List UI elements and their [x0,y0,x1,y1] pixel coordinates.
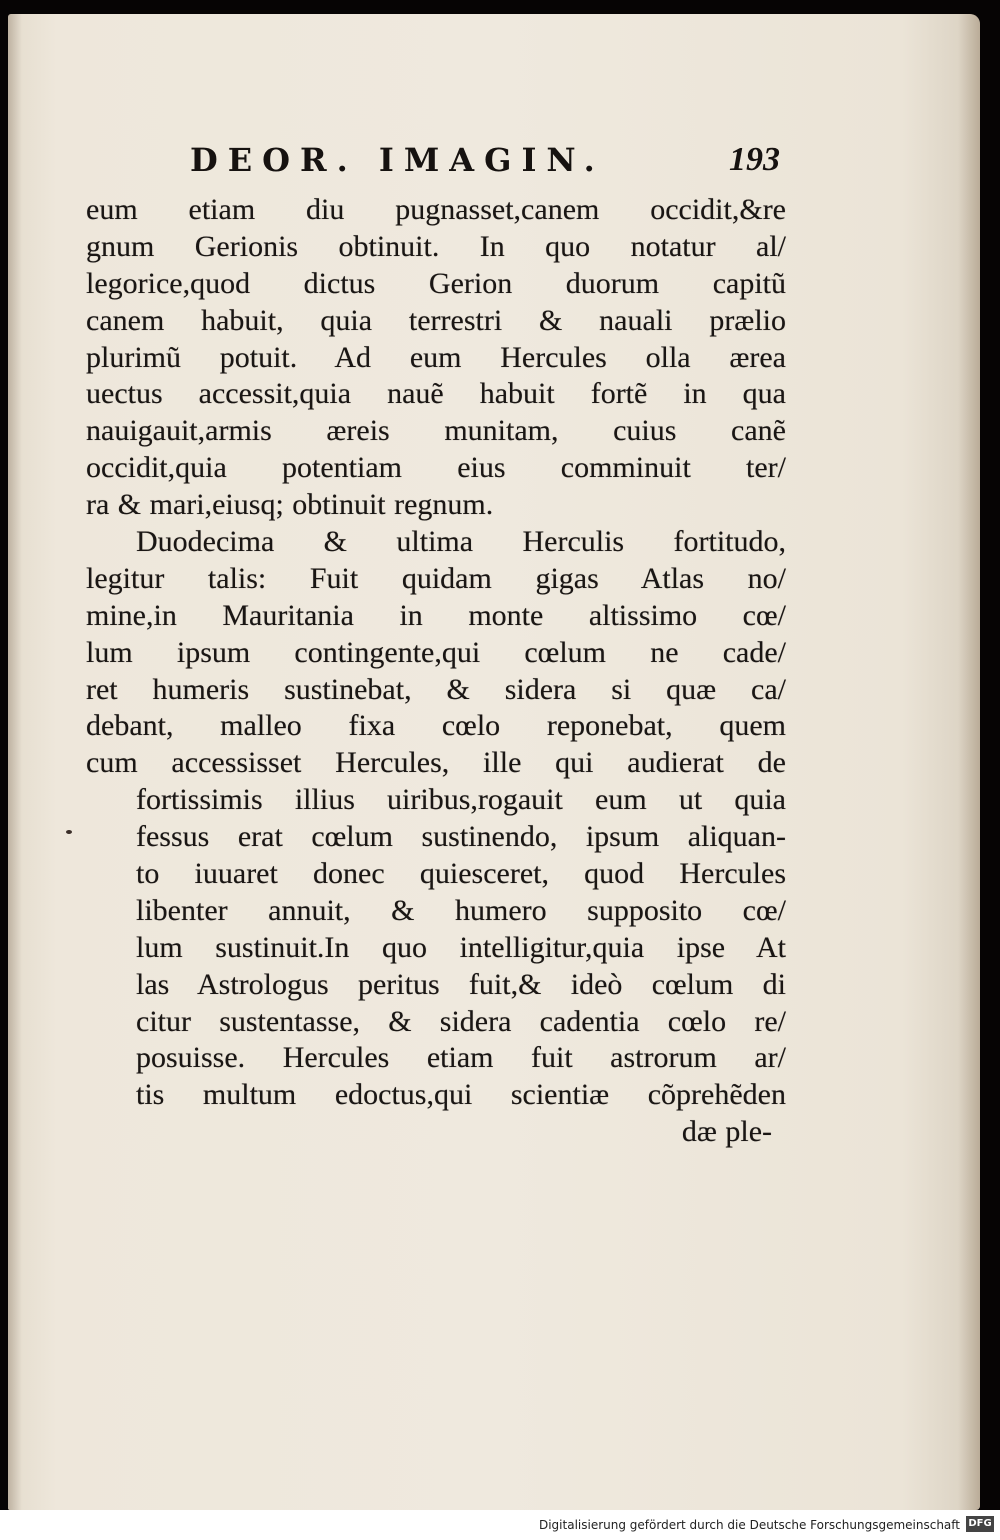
text-line: fessus erat cœlum sustinendo, ipsum aliquan- [136,820,786,854]
text-line: cum accessisset Hercules, ille qui audierat de [86,746,786,780]
text-line: gnum Gerionis obtinuit. In quo notatur al/ [86,229,786,263]
text-line: las Astrologus peritus fuit,& ideò cœlum di [136,967,786,1001]
text-line: posuisse. Hercules etiam fuit astrorum ar/ [136,1041,786,1075]
text-line: citur sustentasse, & sidera cadentia cœlo re/ [136,1004,786,1038]
text-line: to iuuaret donec quiesceret, quod Hercules [136,857,786,891]
text-line: libenter annuit, & humero supposito cœ/ [136,893,786,927]
funding-credit: Digitalisierung gefördert durch die Deutsche Forschungsgemeinschaft [538,1518,960,1532]
text-line: canem habuit, quia terrestri & nauali prælio [86,303,786,337]
dfg-logo: DFG [966,1516,994,1532]
book-page [8,14,980,1510]
text-line: debant, malleo fixa cœlo reponebat, quem [86,709,786,743]
text-line-paragraph-start: Duodecima & ultima Herculis fortitudo, [136,525,786,559]
text-line: ra & mari,eiusq; obtinuit regnum. [86,488,494,522]
text-line: lum sustinuit.In quo intelligitur,quia ipse At [136,930,786,964]
page-number: 193 [729,141,780,178]
text-line: lum ipsum contingente,qui cœlum ne cade/ [86,635,786,669]
text-line: eum etiam diu pugnasset,canem occidit,&re [86,193,786,226]
text-line: ret humeris sustinebat, & sidera si quæ ca/ [86,672,786,706]
text-line: nauigauit,armis æreis munitam, cuius canẽ [86,414,786,448]
text-line: plurimũ potuit. Ad eum Hercules olla ærea [86,340,786,374]
catchword: dæ ple- [681,1115,772,1149]
running-title: DEOR. IMAGIN. [190,141,605,179]
text-line: occidit,quia potentiam eius comminuit ter/ [86,451,786,485]
running-head [190,138,780,182]
text-line: legorice,quod dictus Gerion duorum capitũ [86,266,786,300]
text-line: legitur talis: Fuit quidam gigas Atlas no/ [86,561,786,595]
margin-mark [66,830,72,834]
body-text [86,192,786,1151]
text-line: tis multum edoctus,qui scientiæ cõprehẽden [136,1078,786,1112]
text-line: mine,in Mauritania in monte altissimo cœ/ [86,598,786,632]
text-line: uectus accessit,quia nauẽ habuit fortẽ in qua [86,377,786,411]
digitization-footer [0,1510,1000,1540]
text-line: fortissimis illius uiribus,rogauit eum ut quia [136,783,786,817]
